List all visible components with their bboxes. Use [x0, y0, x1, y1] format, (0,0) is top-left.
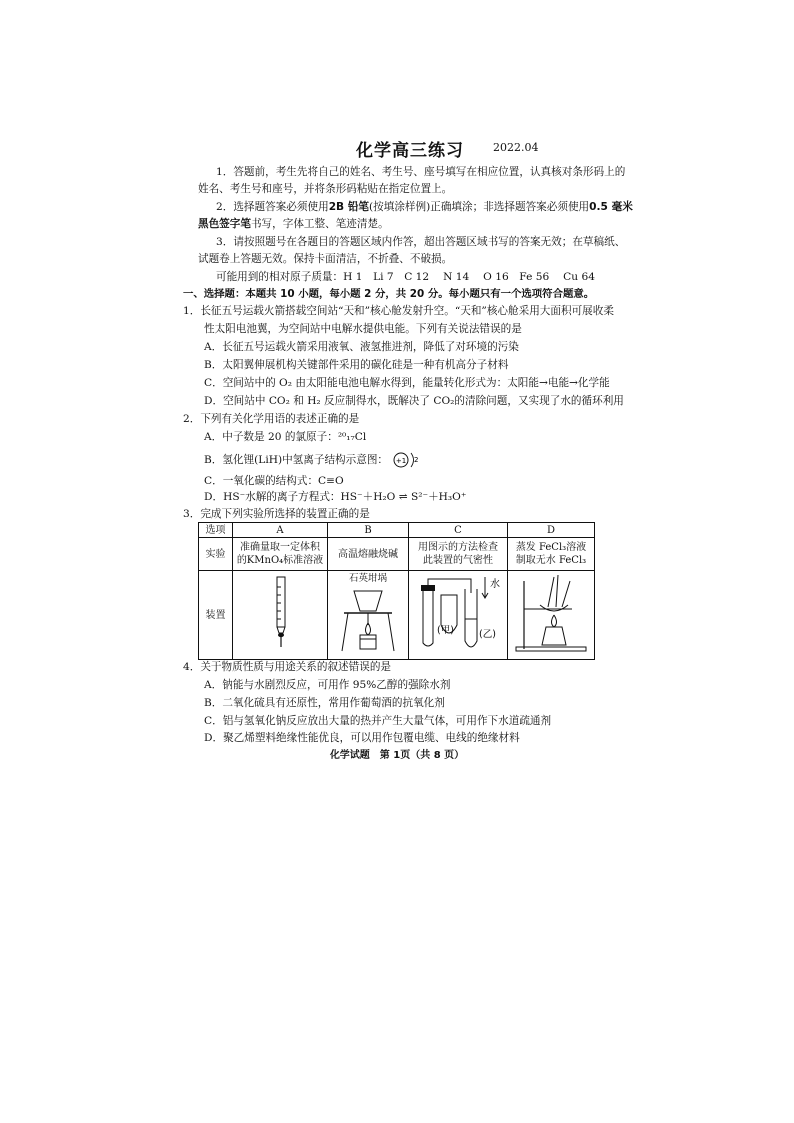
q2-option-b [204, 450, 421, 470]
instruction-2-part1: 2．选择题答案必须使用 [216, 201, 329, 213]
experiment-a [233, 538, 328, 571]
device-label: 装置 [199, 571, 233, 660]
q1-option-b: B．太阳翼伸展机构关键部件采用的碳化硅是一种有机高分子材料 [204, 359, 509, 371]
page-title: 化学高三练习 [356, 141, 464, 161]
instruction-2-part3: 书写，字体工整、笔迹清楚。 [250, 218, 389, 230]
header-cell-d: D [508, 523, 595, 538]
q4-option-a: A．钠能与水剧烈反应，可用作 95%乙醇的强除水剂 [204, 679, 451, 691]
instruction-2-pen: 黑色签字笔 [198, 218, 251, 230]
crucible-caption: 石英坩埚 [348, 573, 387, 584]
device-c [409, 571, 508, 660]
jia-label: (甲) [437, 625, 454, 636]
q3-stem: 3．完成下列实验所选择的装置正确的是 [183, 508, 370, 520]
atomic-masses: 可能用到的相对原子质量：H 1 Li 7 C 12 N 14 O 16 Fe 56 Cu 64 [216, 271, 595, 283]
q2-option-a-text: A．中子数是 20 的氯原子： [204, 431, 338, 443]
crucible-on-tripod-icon [330, 585, 406, 655]
experiment-b-line1: 高温熔融烧碱 [338, 548, 398, 560]
gas-tightness-apparatus-icon [411, 571, 505, 655]
experiment-c-line1: 用图示的方法检查 [418, 542, 498, 553]
experiment-b [328, 538, 409, 571]
hydride-nucleus-label: +1 [396, 457, 407, 465]
experiment-c-line2: 此装置的气密性 [423, 555, 493, 566]
table-header-row [199, 523, 595, 538]
instruction-2-part2: (按填涂样例)正确填涂；非选择题答案必须使用 [369, 201, 590, 213]
header-cell-a: A [233, 523, 328, 538]
exam-date: 2022.04 [493, 141, 539, 154]
q2-stem: 2．下列有关化学用语的表述正确的是 [183, 413, 360, 425]
burette-icon [235, 571, 325, 655]
instruction-3-cont: 试题卷上答题无效。保持卡面清洁，不折叠、不破损。 [198, 253, 453, 265]
experiment-row [199, 538, 595, 571]
instruction-2-mm: 0.5 毫米 [589, 201, 633, 213]
experiment-c [409, 538, 508, 571]
instruction-3: 3．请按照题号在各题目的答题区域内作答，超出答题区域书写的答案无效；在草稿纸、 [216, 236, 626, 248]
instruction-2-pencil: 2B 铅笔 [328, 201, 370, 213]
q2-option-a [204, 430, 366, 444]
q2-option-b-text: B．氢化锂(LiH)中氢离子结构示意图： [204, 454, 389, 466]
experiment-label: 实验 [199, 538, 233, 571]
q1-option-d: D．空间站中 CO₂ 和 H₂ 反应制得水，既解决了 CO₂的清除问题，又实现了水的循环利用 [204, 395, 624, 407]
header [0, 136, 794, 160]
hydride-ion-diagram [391, 450, 421, 470]
q1-option-c: C．空间站中的 O₂ 由太阳能电池电解水得到，能量转化形式为：太阳能→电能→化学能 [204, 377, 610, 389]
q4-option-d: D．聚乙烯塑料绝缘性能优良，可以用作包覆电缆、电线的绝缘材料 [204, 732, 520, 744]
experiment-d-line1: 蒸发 FeCl₃溶液 [515, 542, 587, 553]
q2-option-d: D．HS⁻水解的离子方程式：HS⁻＋H₂O ⇌ S²⁻＋H₃O⁺ [204, 491, 467, 503]
q1-stem-1: 1．长征五号运载火箭搭载空间站“天和”核心舱发射升空。“天和”核心舱采用大面积可展收柔 [183, 305, 614, 317]
device-b [328, 571, 409, 660]
header-cell-b: B [328, 523, 409, 538]
q2-option-c-formula: C≡O [318, 475, 344, 487]
q2-option-a-formula: ²⁰₁₇Cl [337, 431, 367, 443]
instruction-1-cont: 姓名、考生号和座号，并将条形码粘贴在指定位置上。 [198, 183, 453, 195]
instruction-1: 1．答题前，考生先将自己的姓名、考生号、座号填写在相应位置，认真核对条形码上的 [216, 166, 626, 178]
hydride-shell-label: 2 [414, 456, 419, 464]
experiment-a-line1: 准确量取一定体积 [240, 542, 320, 553]
water-label: 水 [490, 579, 500, 590]
device-row [199, 571, 595, 660]
yi-label: (乙) [479, 629, 496, 640]
header-cell-c: C [409, 523, 508, 538]
header-cell-option: 选项 [199, 523, 233, 538]
device-a [233, 571, 328, 660]
section-title: 一、选择题：本题共 10 小题，每小题 2 分，共 20 分。每小题只有一个选项符合题意。 [183, 288, 595, 300]
q4-option-c: C．铝与氢氧化钠反应放出大量的热并产生大量气体，可用作下水道疏通剂 [204, 715, 552, 727]
experiment-a-line2: 的KMnO₄标准溶液 [236, 555, 324, 566]
device-d [508, 571, 595, 660]
apparatus-table [198, 522, 595, 660]
q1-stem-2: 性太阳电池翼，为空间站中电解水提供电能。下列有关说法错误的是 [204, 323, 522, 335]
q2-option-c [204, 474, 344, 488]
experiment-d [508, 538, 595, 571]
evaporation-apparatus-icon [510, 571, 592, 655]
q2-option-c-text: C．一氧化碳的结构式： [204, 475, 319, 487]
instruction-2 [216, 200, 633, 214]
page-footer: 化学试题 第 1页（共 8 页） [329, 750, 465, 761]
instruction-2-cont [198, 217, 389, 231]
q1-option-a: A．长征五号运载火箭采用液氧、液氢推进剂，降低了对环境的污染 [204, 341, 519, 353]
q4-stem: 4．关于物质性质与用途关系的叙述错误的是 [183, 661, 392, 673]
q4-option-b: B．二氧化硫具有还原性，常用作葡萄酒的抗氧化剂 [204, 697, 445, 709]
experiment-d-line2: 制取无水 FeCl₃ [515, 555, 587, 566]
